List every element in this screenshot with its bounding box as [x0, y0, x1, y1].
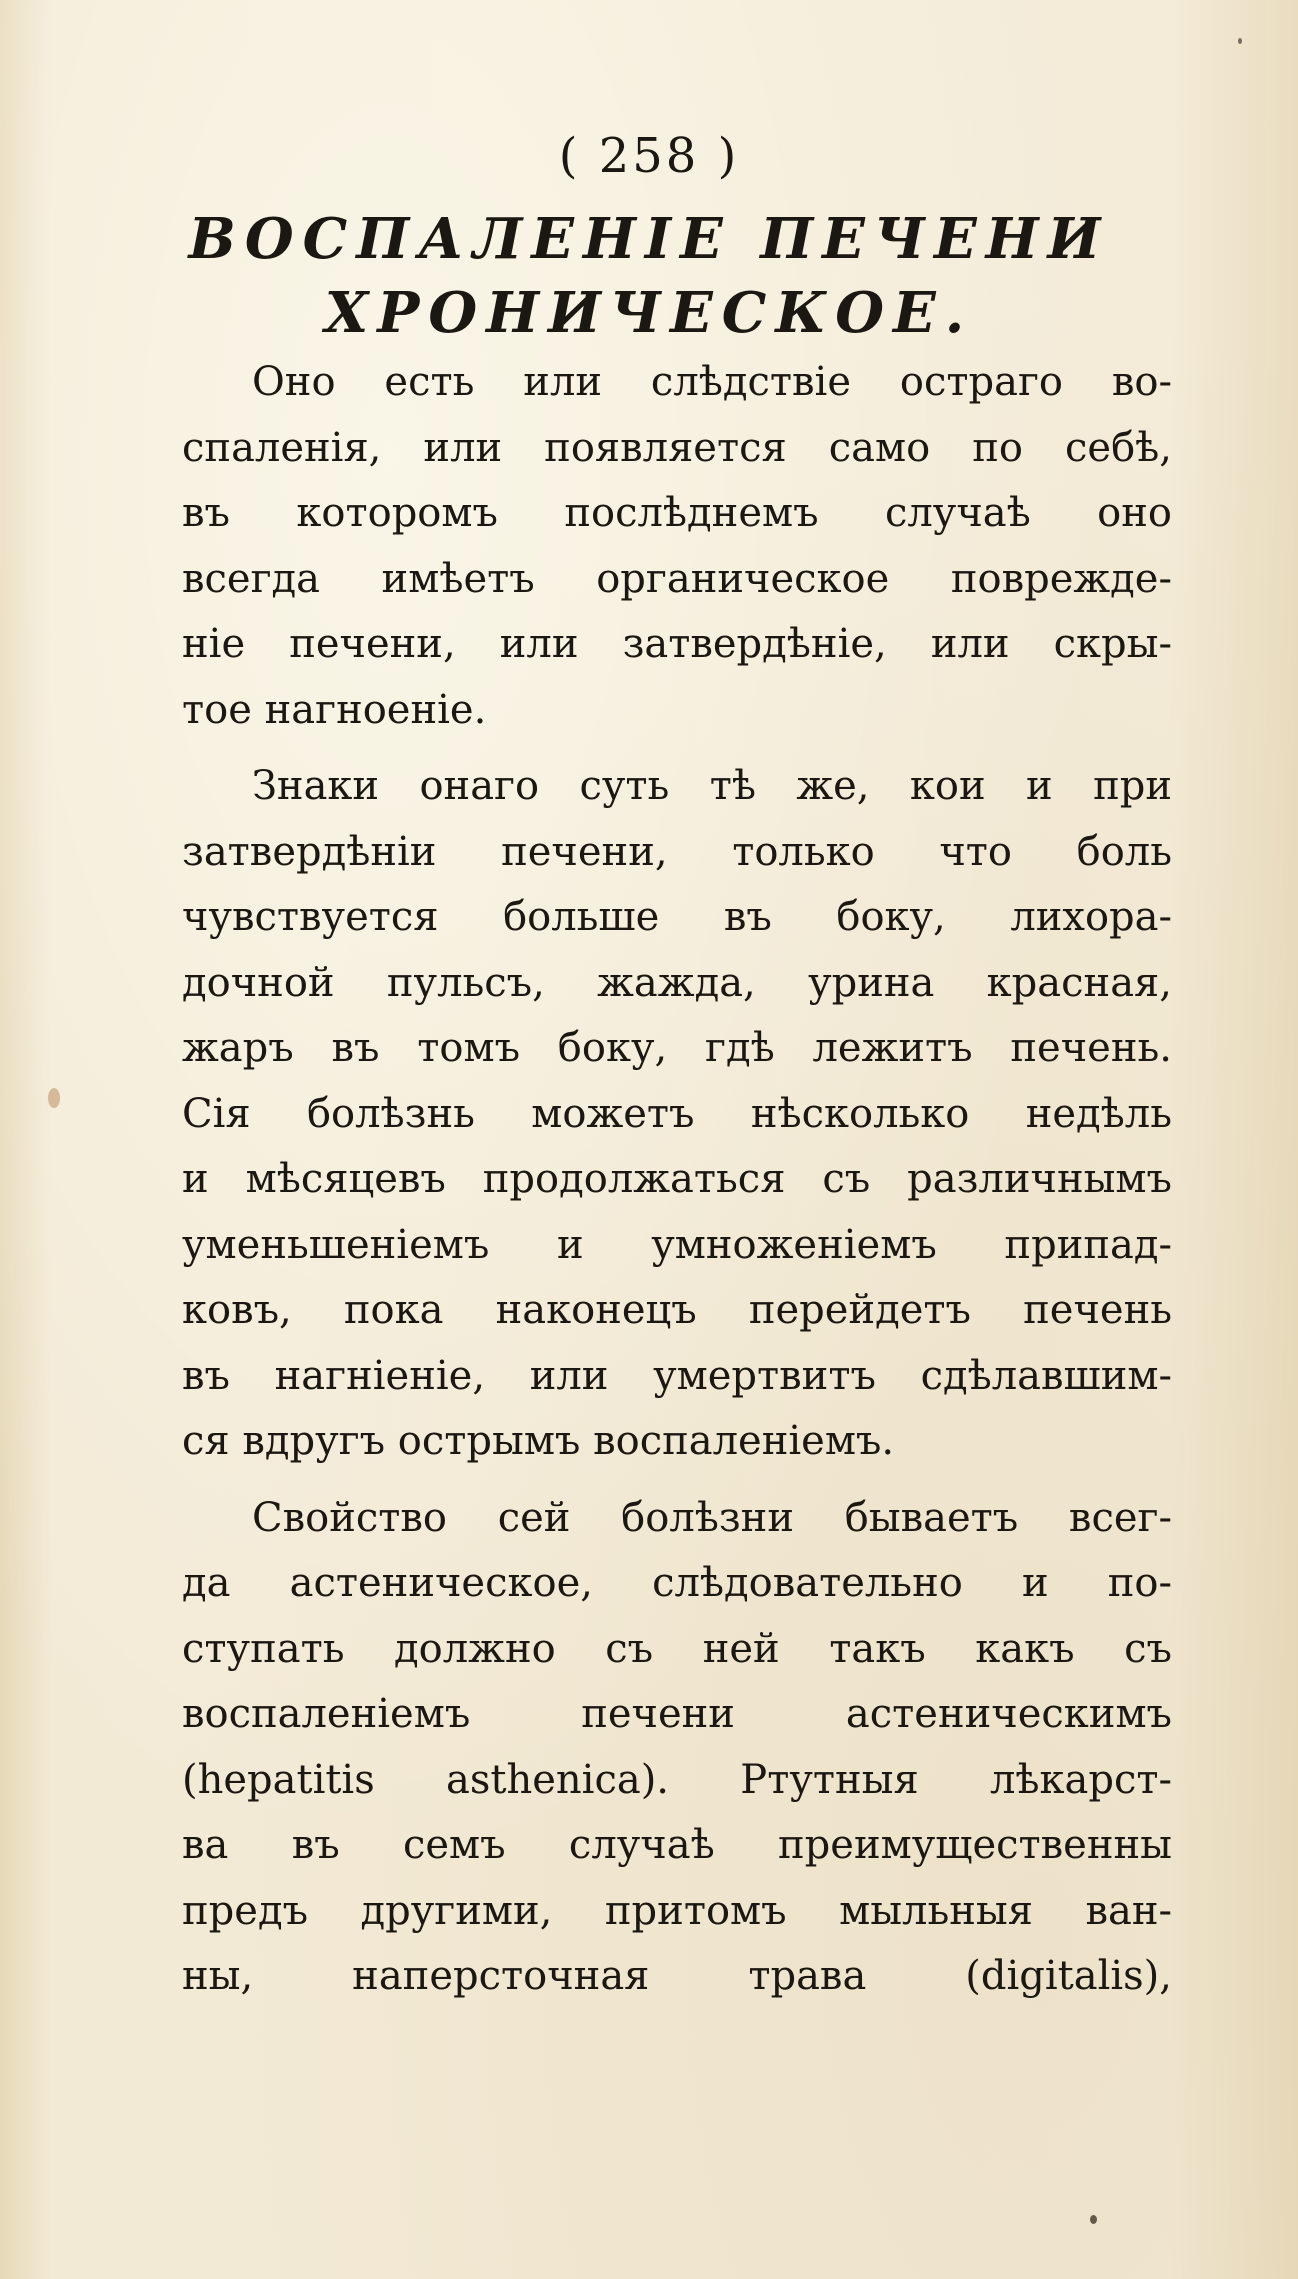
text-line: ва въ семъ случаѣ преимущественны	[182, 1822, 1172, 1868]
body-text	[182, 350, 1172, 2010]
text-line: затвердѣніи печени, только что боль	[182, 828, 1172, 875]
text-line: спаленія, или появляется само по себѣ,	[182, 424, 1172, 471]
text-line: ся вдругъ острымъ воспаленіемъ.	[182, 1418, 895, 1464]
text-line: воспаленіемъ печени астеническимъ	[182, 1691, 1172, 1737]
text-line: Оно есть или слѣдствіе остраго во-	[252, 359, 1172, 405]
text-line: уменьшеніемъ и умноженіемъ припад-	[182, 1221, 1172, 1268]
text-line: всегда имѣетъ органическое поврежде-	[182, 555, 1172, 602]
chapter-title-line-2: ХРОНИЧЕСКОЕ.	[324, 280, 974, 346]
page-number: ( 258 )	[558, 128, 740, 184]
paragraph-gap	[182, 1475, 1172, 1486]
paragraph-3	[182, 1486, 1172, 2010]
text-line: въ которомъ послѣднемъ случаѣ оно	[182, 490, 1172, 536]
ink-stain	[48, 1088, 60, 1108]
text-line: жаръ въ томъ боку, гдѣ лежитъ печень.	[182, 1025, 1172, 1071]
text-line: (hepatitis asthenica). Ртутныя лѣкарст-	[182, 1756, 1172, 1803]
text-line: Знаки онаго суть тѣ же, кои и при	[252, 763, 1172, 809]
text-line: Свойство сей болѣзни бываетъ всег-	[252, 1494, 1172, 1541]
text-line: въ нагніеніе, или умертвитъ сдѣлавшим-	[182, 1352, 1172, 1399]
text-line: предъ другими, притомъ мыльныя ван-	[182, 1887, 1172, 1934]
text-line: дочной пульсъ, жажда, урина красная,	[182, 959, 1172, 1006]
text-line: ны, наперсточная трава (digitalis),	[182, 1953, 1172, 1999]
paragraph-gap	[182, 743, 1172, 754]
ink-stain	[1090, 2215, 1097, 2224]
ink-stain	[1238, 38, 1242, 44]
text-line: ніе печени, или затвердѣніе, или скры-	[182, 621, 1172, 667]
text-line: тое нагноеніе.	[182, 686, 487, 733]
text-line: и мѣсяцевъ продолжаться съ различнымъ	[182, 1156, 1172, 1202]
chapter-title-line-1: ВОСПАЛЕНІЕ ПЕЧЕНИ	[188, 206, 1110, 272]
text-line: да астеническое, слѣдовательно и по-	[182, 1560, 1172, 1606]
text-line: ступать должно съ ней такъ какъ съ	[182, 1625, 1172, 1672]
text-line: чувствуется больше въ боку, лихора-	[182, 894, 1172, 940]
text-line: Сія болѣзнь можетъ нѣсколько недѣль	[182, 1090, 1172, 1137]
text-line: ковъ, пока наконецъ перейдетъ печень	[182, 1287, 1172, 1333]
paragraph-2	[182, 754, 1172, 1475]
paragraph-1	[182, 350, 1172, 743]
